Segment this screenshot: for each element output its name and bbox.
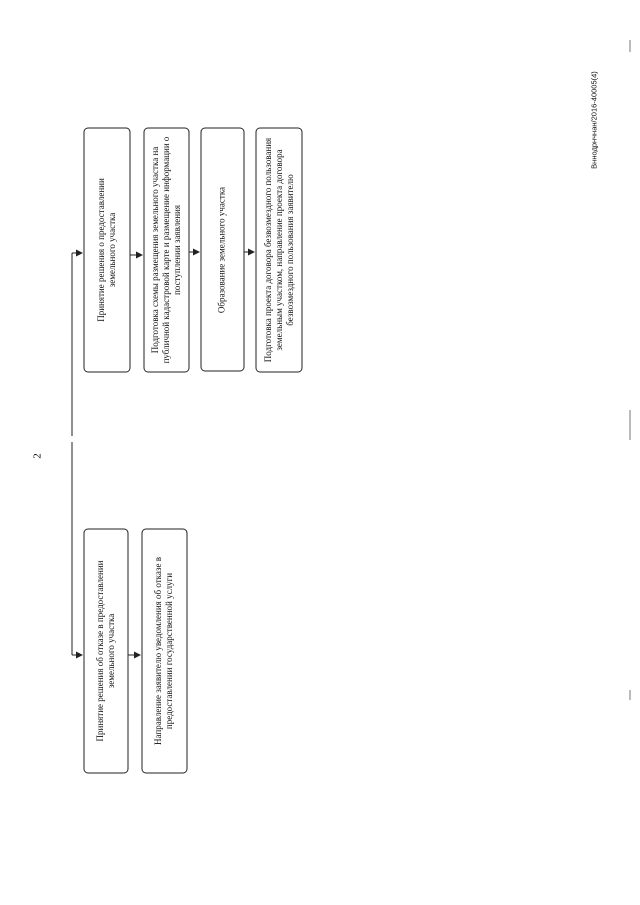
- grant-contract-text: Подготовка проекта договора безвозмездного пользования земельным участком, направление проекта договора безвозмездного пользования заявителю: [262, 137, 295, 363]
- grant-formation-text: Образование земельного участка: [216, 186, 227, 314]
- grant-decision-text: Принятие решения о предоставлении земельного участка: [96, 178, 117, 322]
- page-number: 2: [31, 453, 44, 459]
- document-code: Вннодрнчнан/2016-40005(4): [589, 71, 599, 169]
- refusal-decision-text: Принятие решения об отказе в предоставлении земельного участка: [95, 560, 116, 742]
- grant-scheme-text: Подготовка схемы размещения земельного участка на публичной кадастровой карте и размещение информации о поступлении заявления: [149, 136, 182, 364]
- refusal-notice-text: Направление заявителю уведомления об отказе в предоставлении государственной услуги: [153, 557, 174, 745]
